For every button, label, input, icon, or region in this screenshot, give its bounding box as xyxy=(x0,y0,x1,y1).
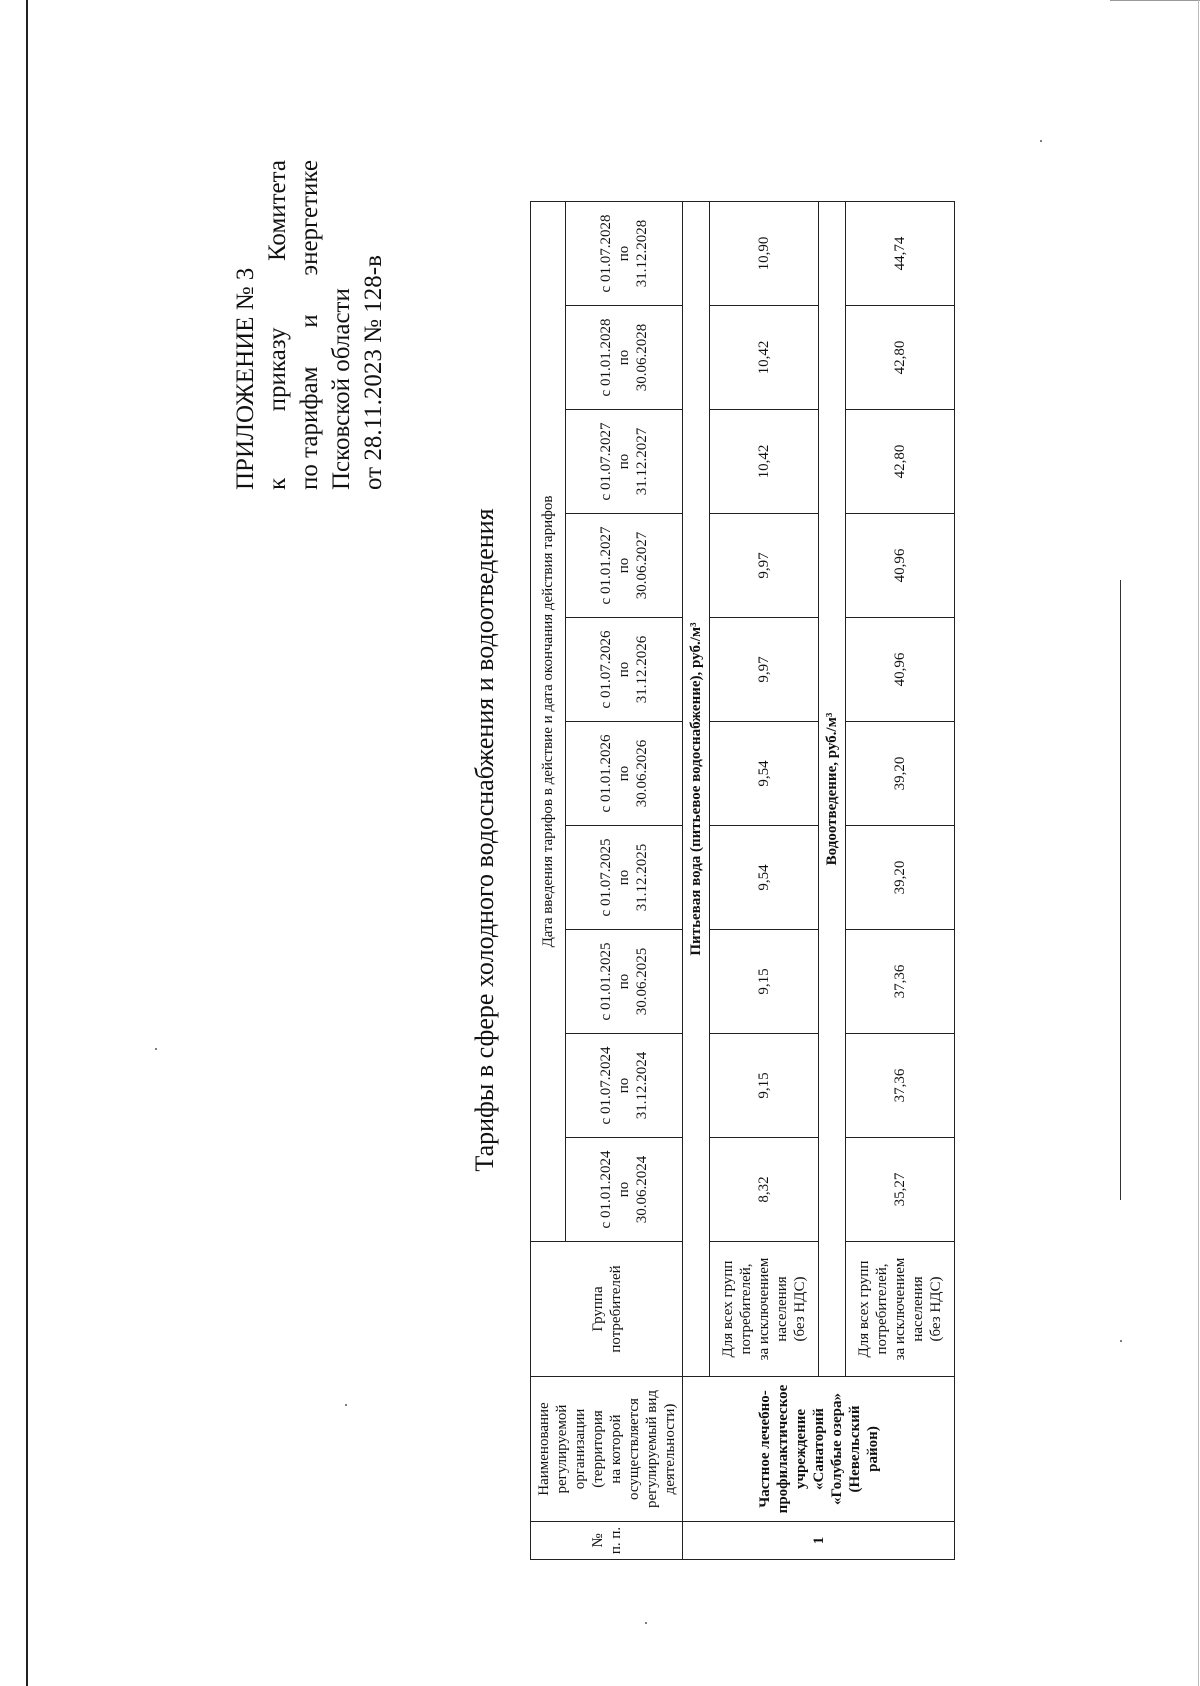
tariff-value: 42,80 xyxy=(846,306,955,410)
consumer-group: Для всех групп потребителей, за исключением населения (без НДС) xyxy=(846,1242,955,1377)
tariff-value: 40,96 xyxy=(846,514,955,618)
tariff-value: 9,97 xyxy=(710,514,819,618)
header-organization: Наименование регулируемой организации (территория на которой осуществляется регулируемый вид деятельности) xyxy=(531,1377,683,1522)
end-separator-line xyxy=(1120,580,1121,1200)
tariff-value: 8,32 xyxy=(710,1138,819,1242)
tariff-value: 37,36 xyxy=(846,930,955,1034)
period-header: с 01.07.2027 по 31.12.2027 xyxy=(566,410,683,514)
tariff-value: 9,54 xyxy=(710,722,819,826)
appendix-word: к xyxy=(264,477,291,490)
section-title: Питьевая вода (питьевое водоснабжение), руб./м³ xyxy=(683,202,710,1377)
section-row-water xyxy=(683,202,710,1560)
period-header: с 01.01.2026 по 30.06.2026 xyxy=(566,722,683,826)
tariff-value: 37,36 xyxy=(846,1034,955,1138)
consumer-group: Для всех групп потребителей, за исключением населения (без НДС) xyxy=(710,1242,819,1377)
appendix-word: приказу xyxy=(264,327,291,412)
scan-speck xyxy=(645,1622,647,1624)
table-row xyxy=(846,202,955,1560)
organization-name: Частное лечебно- профилактическое учреждение «Санаторий «Голубые озера» (Невельский район) xyxy=(683,1377,955,1522)
row-number: 1 xyxy=(683,1522,955,1560)
tariff-value: 40,96 xyxy=(846,618,955,722)
tariff-value: 35,27 xyxy=(846,1138,955,1242)
tariff-value: 9,15 xyxy=(710,1034,819,1138)
tariff-value: 9,97 xyxy=(710,618,819,722)
period-header: с 01.07.2025 по 31.12.2025 xyxy=(566,826,683,930)
tariff-value: 9,54 xyxy=(710,826,819,930)
tariff-value: 10,90 xyxy=(710,202,819,306)
scan-edge-top xyxy=(1110,0,1200,1)
period-header: с 01.01.2028 по 30.06.2028 xyxy=(566,306,683,410)
tariff-value: 10,42 xyxy=(710,410,819,514)
tariff-value: 39,20 xyxy=(846,826,955,930)
appendix-word: энергетике xyxy=(296,160,323,276)
header-dates-caption: Дата введения тарифов в действие и дата окончания действия тарифов xyxy=(531,202,566,1242)
appendix-header xyxy=(230,160,390,490)
scan-edge-right xyxy=(1198,0,1199,1686)
header-consumer-group: Группа потребителей xyxy=(531,1242,683,1377)
table-row xyxy=(710,202,819,1560)
section-row-wastewater xyxy=(819,202,846,1560)
section-title: Водоотведение, руб./м³ xyxy=(819,202,846,1377)
tariff-value: 39,20 xyxy=(846,722,955,826)
period-header: с 01.07.2026 по 31.12.2026 xyxy=(566,618,683,722)
tariff-value: 44,74 xyxy=(846,202,955,306)
tariff-value: 42,80 xyxy=(846,410,955,514)
appendix-word: и xyxy=(296,314,323,328)
rotated-page xyxy=(60,100,1140,1580)
tariff-value: 9,15 xyxy=(710,930,819,1034)
period-header: с 01.01.2027 по 30.06.2027 xyxy=(566,514,683,618)
period-header: с 01.07.2024 по 31.12.2024 xyxy=(566,1034,683,1138)
appendix-line-5: от 28.11.2023 № 128-в xyxy=(360,255,387,490)
period-header: с 01.01.2025 по 30.06.2025 xyxy=(566,930,683,1034)
appendix-word: по тарифам xyxy=(296,366,323,490)
scan-edge-left xyxy=(26,0,28,1686)
appendix-line-1: ПРИЛОЖЕНИЕ № 3 xyxy=(232,267,259,490)
header-row xyxy=(531,202,566,1560)
tariff-table xyxy=(530,201,955,1560)
period-header: с 01.01.2024 по 30.06.2024 xyxy=(566,1138,683,1242)
tariff-value: 10,42 xyxy=(710,306,819,410)
appendix-line-3 xyxy=(294,160,326,490)
document-title: Тарифы в сфере холодного водоснабжения и водоотведения xyxy=(470,508,499,1172)
header-number: № п. п. xyxy=(531,1522,683,1560)
appendix-line-2 xyxy=(262,160,294,490)
appendix-line-4: Псковской области xyxy=(328,288,355,490)
period-header: с 01.07.2028 по 31.12.2028 xyxy=(566,202,683,306)
appendix-word: Комитета xyxy=(264,160,291,262)
